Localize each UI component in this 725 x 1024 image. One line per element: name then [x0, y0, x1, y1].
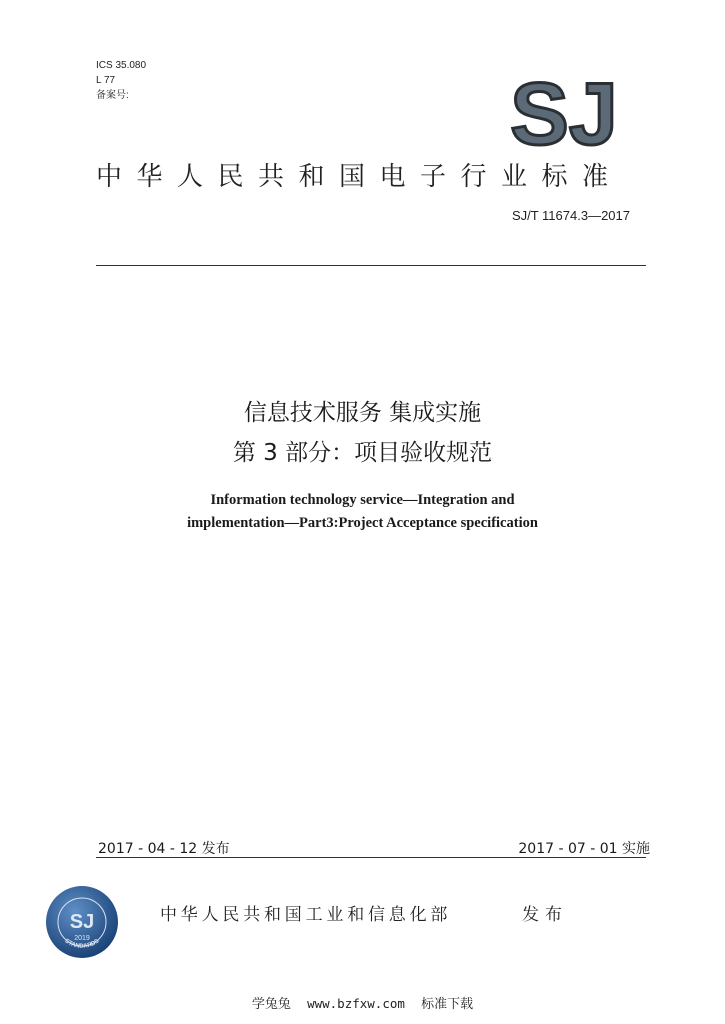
issue-date: 2017 - 04 - 12 发布: [98, 841, 230, 857]
title-zh-line1: 信息技术服务 集成实施: [243, 400, 482, 426]
seal-ring-text: STANDARDS: [63, 938, 101, 950]
implementation-date: 2017 - 07 - 01 实施: [518, 841, 650, 857]
org-title: 中华人民共和国电子行业标准: [96, 162, 623, 192]
seal-center-text: SJ: [69, 911, 95, 933]
classification-code: L 77: [96, 75, 116, 86]
issuing-authority: 中华人民共和国工业和信息化部: [160, 905, 452, 925]
header-meta: [96, 58, 146, 103]
title-en-line2: implementation—Part3:Project Acceptance specification: [187, 515, 538, 531]
standard-number: SJ/T 11674.3—2017: [511, 208, 630, 223]
filing-number-label: 备案号:: [96, 90, 129, 101]
seal-year: 2019: [74, 935, 90, 942]
title-en-line1: Information technology service—Integration and: [210, 492, 515, 508]
header-divider: [96, 265, 646, 266]
ics-code: ICS 35.080: [96, 60, 147, 71]
sj-standards-seal: [44, 884, 120, 960]
footer-tagline: 标准下载: [421, 997, 474, 1012]
sj-logo-text: SJ: [510, 74, 618, 152]
footer-watermark: [0, 993, 725, 1012]
footer-url-link[interactable]: www.bzfxw.com: [307, 996, 405, 1011]
footer-site-name: 学兔兔: [251, 997, 291, 1012]
date-divider: [96, 857, 646, 858]
sj-logo: [508, 74, 620, 152]
release-label: 发布: [522, 905, 568, 925]
title-zh-line2: 第 3 部分：项目验收规范: [232, 440, 493, 466]
